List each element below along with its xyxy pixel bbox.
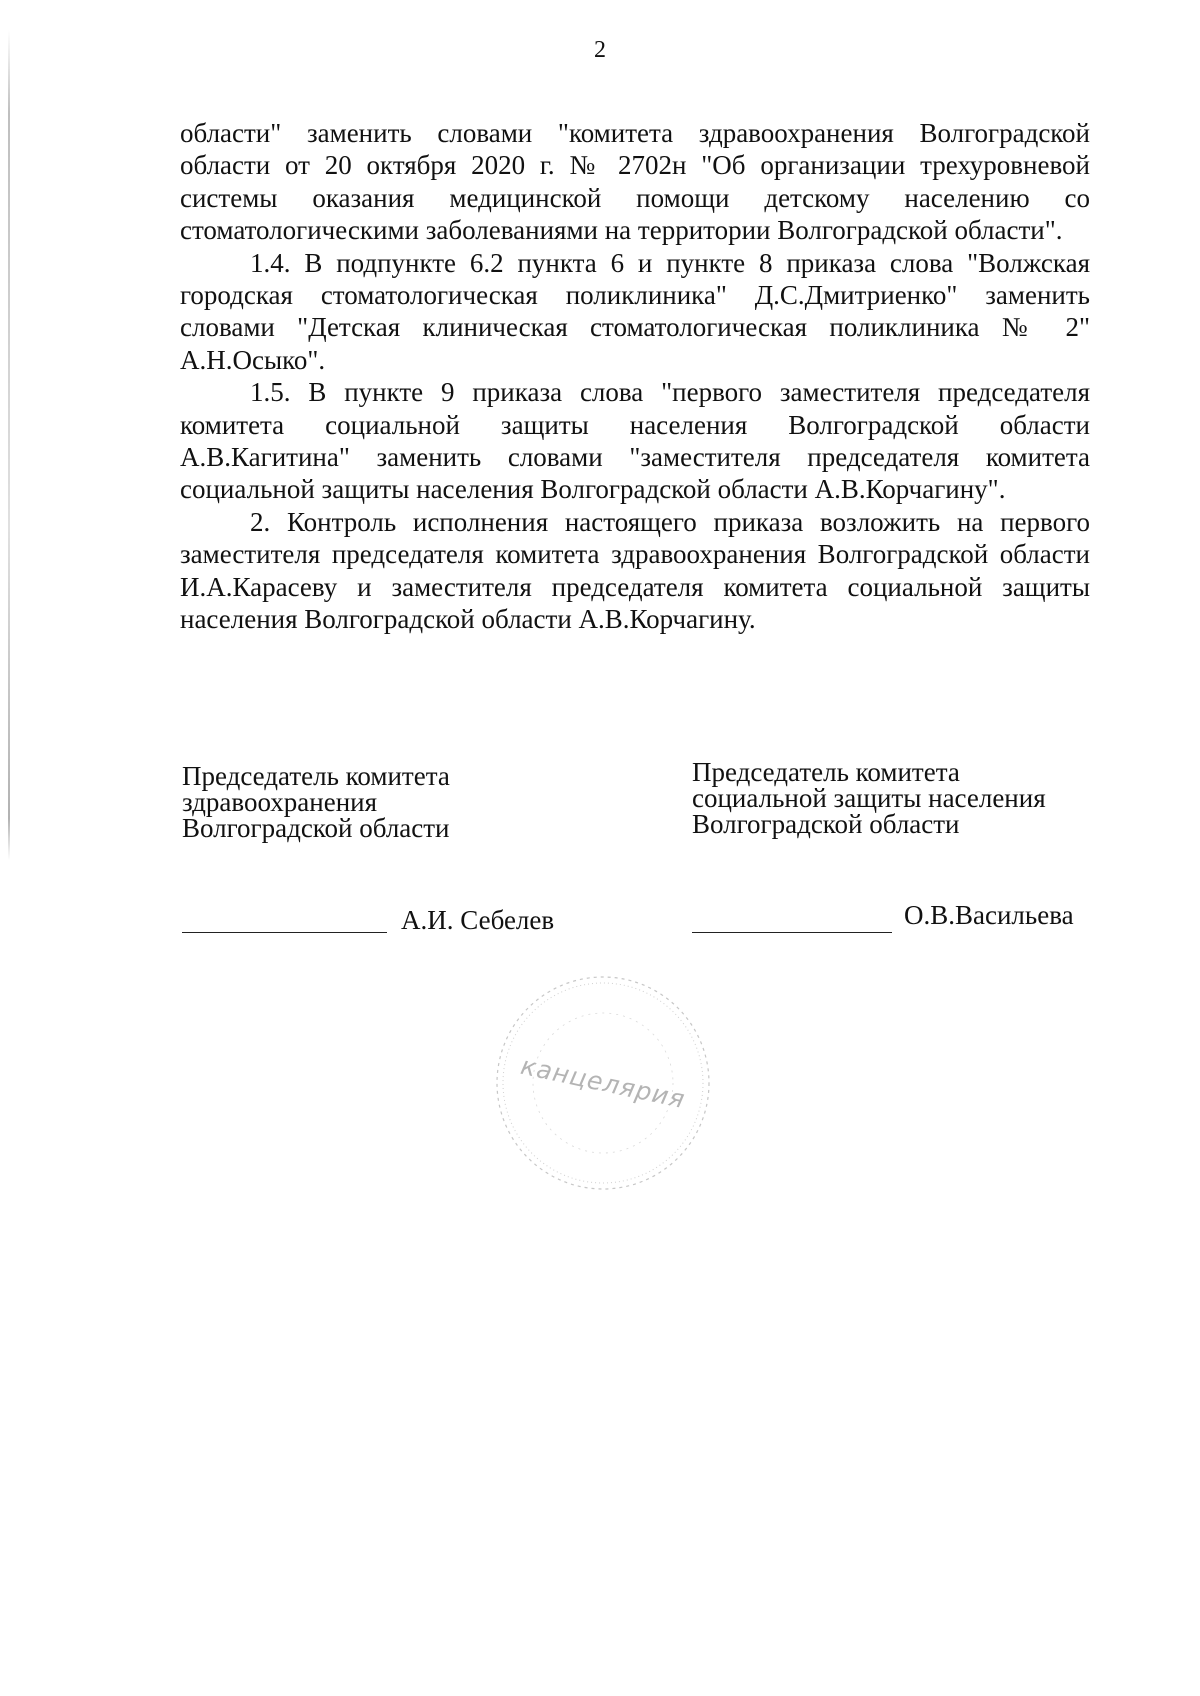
signature-title-right-line-1: Председатель комитета — [692, 757, 960, 787]
signature-title-left — [182, 763, 450, 841]
signatory-name-left: А.И. Себелев — [401, 905, 555, 935]
signature-title-left-line-1: Председатель комитета — [182, 761, 450, 791]
scan-edge-shadow — [8, 30, 10, 860]
stamp-text: канцелярия — [518, 1050, 688, 1115]
signatory-name-right: О.В.Васильева — [904, 900, 1074, 930]
signature-title-left-line-2: здравоохранения — [182, 787, 378, 817]
signature-title-left-line-3: Волгоградской области — [182, 813, 450, 843]
document-body — [180, 117, 1090, 636]
office-stamp — [488, 968, 718, 1198]
signature-title-right — [692, 759, 1046, 837]
paragraph-item-2: 2. Контроль исполнения настоящего приказа возложить на первого заместителя председателя комитета здравоохранения Волгоградской области И.А.Карасеву и заместителя председателя комитета социальной защиты населения Волгоградской области А.В.Корчагину. — [180, 506, 1090, 635]
signature-title-right-line-2: социальной защиты населения — [692, 783, 1046, 813]
signature-title-right-line-3: Волгоградской области — [692, 809, 960, 839]
signature-line-left — [182, 932, 387, 933]
page-number: 2 — [594, 37, 606, 63]
paragraph-continuation: области" заменить словами "комитета здравоохранения Волгоградской области от 20 октября 2020 г. № 2702н "Об организации трехуровневой системы оказания медицинской помощи детскому населению со стоматологическими заболеваниями на территории Волгоградской области". — [180, 118, 1090, 246]
paragraph-item-1-5: 1.5. В пункте 9 приказа слова "первого заместителя председателя комитета социальной защиты населения Волгоградской области А.В.Кагитина" заменить словами "заместителя председателя комитета социальной защиты населения Волгоградской области А.В.Корчагину". — [180, 377, 1090, 505]
paragraph-item-1-4: 1.4. В подпункте 6.2 пункта 6 и пункте 8 приказа слова "Волжская городская стоматологическая поликлиника" Д.С.Дмитриенко" заменить словами "Детская клиническая стоматологическая поликлиника № 2" А.Н.Осыко". — [180, 247, 1090, 375]
signature-line-right — [692, 932, 892, 933]
